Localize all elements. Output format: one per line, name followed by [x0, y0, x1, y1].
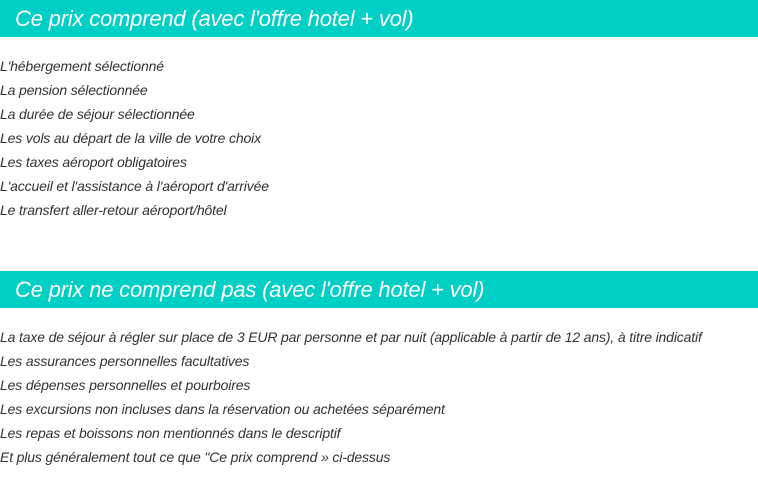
list-item: Les taxes aéroport obligatoires [0, 154, 187, 170]
list-item: Les dépenses personnelles et pourboires [0, 377, 251, 393]
list-item: Le transfert aller-retour aéroport/hôtel [0, 202, 227, 218]
list-item: L'hébergement sélectionné [0, 58, 164, 74]
list-item: La pension sélectionnée [0, 82, 148, 98]
price-excludes-header [0, 271, 758, 308]
price-includes-section [0, 0, 758, 222]
price-includes-list [0, 54, 758, 222]
list-item: Les assurances personnelles facultatives [0, 353, 250, 369]
price-includes-header [0, 0, 758, 37]
price-includes-title: Ce prix comprend (avec l'offre hotel + vol) [15, 6, 414, 31]
list-item: La durée de séjour sélectionnée [0, 106, 195, 122]
price-excludes-title: Ce prix ne comprend pas (avec l'offre hotel + vol) [15, 277, 485, 302]
list-item: Les excursions non incluses dans la réservation ou achetées séparément [0, 401, 445, 417]
list-item: Les vols au départ de la ville de votre choix [0, 130, 261, 146]
price-excludes-section [0, 271, 758, 469]
list-item: Et plus généralement tout ce que "Ce prix comprend » ci-dessus [0, 449, 391, 465]
list-item: L'accueil et l'assistance à l'aéroport d'arrivée [0, 178, 269, 194]
list-item: Les repas et boissons non mentionnés dans le descriptif [0, 425, 341, 441]
price-excludes-list [0, 325, 758, 469]
list-item: La taxe de séjour à régler sur place de 3 EUR par personne et par nuit (applicable à partir de 12 ans), à titre indicatif [0, 329, 702, 345]
